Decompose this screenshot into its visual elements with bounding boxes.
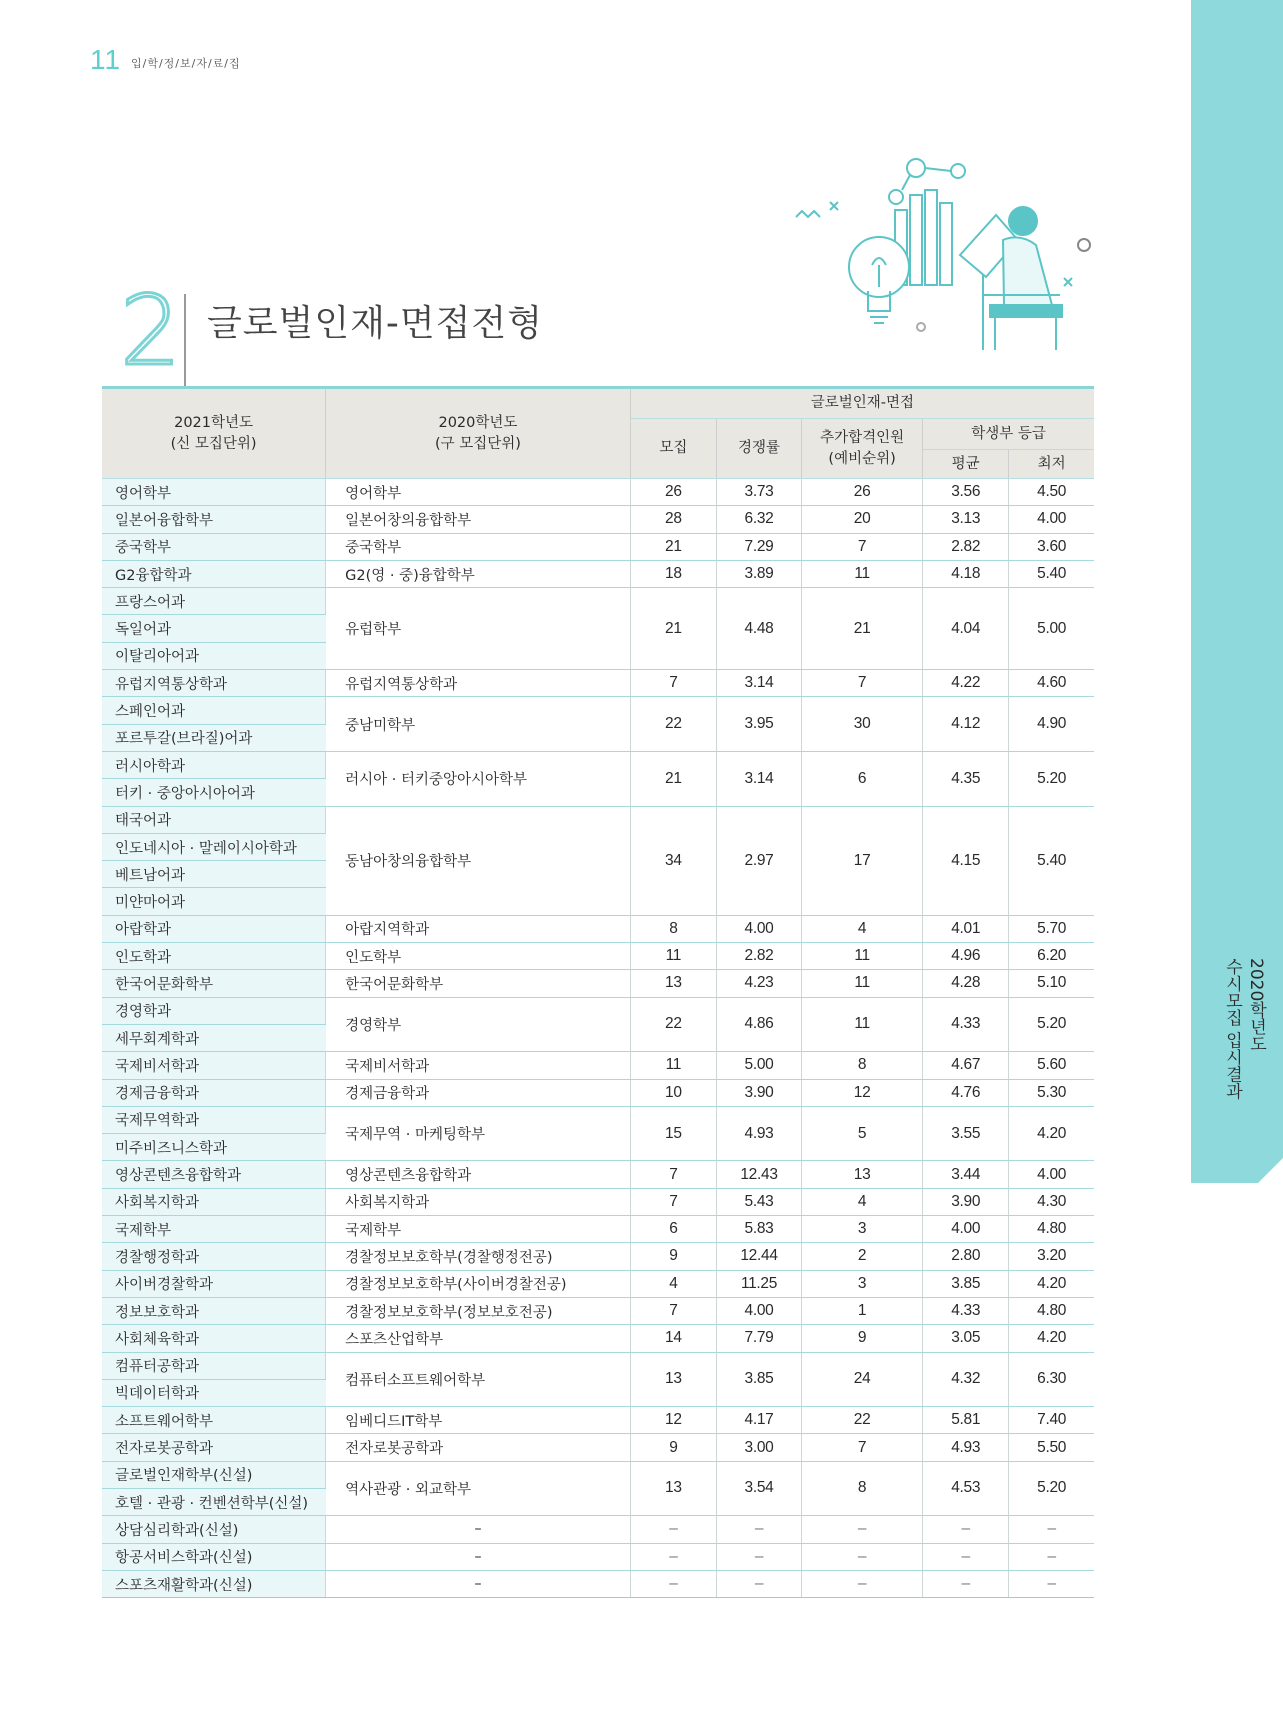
cell-ratio: 3.73 <box>716 479 801 506</box>
cell-old-unit: 컴퓨터소프트웨어학부 <box>326 1352 631 1407</box>
table-row <box>102 1270 1094 1297</box>
cell-ratio: 4.93 <box>716 1106 801 1161</box>
cell-ratio: 6.32 <box>716 506 801 533</box>
table-row <box>102 1106 1094 1133</box>
cell-ratio: – <box>716 1516 801 1543</box>
cell-old-unit: 국제무역 · 마케팅학부 <box>326 1106 631 1161</box>
cell-ratio: 12.43 <box>716 1161 801 1188</box>
cell-new-unit: 스페인어과 <box>102 697 326 724</box>
cell-extra: 21 <box>802 588 923 670</box>
header-avg: 평균 <box>923 450 1009 479</box>
cell-new-unit: 국제무역학과 <box>102 1106 326 1133</box>
table-row <box>102 970 1094 997</box>
cell-min: – <box>1009 1570 1094 1597</box>
header-new-unit: 2021학년도 (신 모집단위) <box>102 388 326 479</box>
cell-old-unit: 중남미학부 <box>326 697 631 752</box>
cell-min: 5.20 <box>1009 751 1094 806</box>
table-row <box>102 1516 1094 1543</box>
cell-quota: 13 <box>630 970 716 997</box>
table-row <box>102 751 1094 778</box>
cell-quota: – <box>630 1570 716 1597</box>
cell-old-unit: 사회복지학과 <box>326 1188 631 1215</box>
cell-min: 4.90 <box>1009 697 1094 752</box>
cell-new-unit: 사이버경찰학과 <box>102 1270 326 1297</box>
cell-extra: 4 <box>802 1188 923 1215</box>
cell-ratio: 2.97 <box>716 806 801 915</box>
cell-extra: 11 <box>802 997 923 1052</box>
cell-new-unit: 국제학부 <box>102 1216 326 1243</box>
table-row <box>102 1188 1094 1215</box>
cell-avg: 4.53 <box>923 1461 1009 1516</box>
cell-quota: 11 <box>630 1052 716 1079</box>
cell-quota: 21 <box>630 588 716 670</box>
cell-quota: 11 <box>630 943 716 970</box>
cell-new-unit: 소프트웨어학부 <box>102 1407 326 1434</box>
cell-ratio: 3.85 <box>716 1352 801 1407</box>
section-number: 2 <box>120 275 182 387</box>
cell-quota: 8 <box>630 915 716 942</box>
cell-avg: – <box>923 1516 1009 1543</box>
study-illustration <box>790 145 1100 360</box>
cell-avg: – <box>923 1543 1009 1570</box>
section-divider <box>184 294 186 386</box>
cell-new-unit: 일본어융합학부 <box>102 506 326 533</box>
cell-extra: 4 <box>802 915 923 942</box>
cell-quota: – <box>630 1543 716 1570</box>
cell-quota: 28 <box>630 506 716 533</box>
cell-min: 3.20 <box>1009 1243 1094 1270</box>
cell-extra: 3 <box>802 1270 923 1297</box>
cell-min: 5.20 <box>1009 997 1094 1052</box>
cell-min: 5.40 <box>1009 806 1094 915</box>
header-old-unit: 2020학년도 (구 모집단위) <box>326 388 631 479</box>
cell-new-unit: 국제비서학과 <box>102 1052 326 1079</box>
cell-avg: 4.22 <box>923 670 1009 697</box>
cell-old-unit: 경제금융학과 <box>326 1079 631 1106</box>
header-grade: 학생부 등급 <box>923 419 1094 450</box>
section-title: 글로벌인재-면접전형 <box>207 303 543 344</box>
cell-ratio: – <box>716 1570 801 1597</box>
cell-extra: 26 <box>802 479 923 506</box>
cell-avg: 4.18 <box>923 560 1009 587</box>
cell-avg: 4.93 <box>923 1434 1009 1461</box>
cell-extra: 30 <box>802 697 923 752</box>
cell-min: 5.40 <box>1009 560 1094 587</box>
cell-old-unit: – <box>326 1516 631 1543</box>
cell-min: 5.10 <box>1009 970 1094 997</box>
cell-extra: – <box>802 1516 923 1543</box>
cell-extra: 9 <box>802 1325 923 1352</box>
cell-new-unit: 이탈리아어과 <box>102 642 326 669</box>
cell-extra: 3 <box>802 1216 923 1243</box>
cell-min: 5.70 <box>1009 915 1094 942</box>
cell-ratio: – <box>716 1543 801 1570</box>
table-row <box>102 1297 1094 1324</box>
cell-quota: 18 <box>630 560 716 587</box>
cell-extra: 24 <box>802 1352 923 1407</box>
cell-quota: 6 <box>630 1216 716 1243</box>
cell-ratio: 5.00 <box>716 1052 801 1079</box>
cell-min: 4.00 <box>1009 1161 1094 1188</box>
cell-min: 4.50 <box>1009 479 1094 506</box>
cell-avg: 4.67 <box>923 1052 1009 1079</box>
header-ratio: 경쟁률 <box>716 419 801 479</box>
cell-quota: 21 <box>630 533 716 560</box>
cell-avg: 4.96 <box>923 943 1009 970</box>
cell-extra: 13 <box>802 1161 923 1188</box>
table-row <box>102 1352 1094 1379</box>
cell-avg: 3.90 <box>923 1188 1009 1215</box>
cell-avg: 2.80 <box>923 1243 1009 1270</box>
cell-new-unit: 전자로봇공학과 <box>102 1434 326 1461</box>
cell-old-unit: 한국어문화학부 <box>326 970 631 997</box>
cell-quota: 21 <box>630 751 716 806</box>
cell-old-unit: 경찰정보보호학부(사이버경찰전공) <box>326 1270 631 1297</box>
table-row <box>102 506 1094 533</box>
cell-min: 5.60 <box>1009 1052 1094 1079</box>
cell-min: – <box>1009 1516 1094 1543</box>
cell-min: 4.20 <box>1009 1106 1094 1161</box>
cell-extra: – <box>802 1570 923 1597</box>
cell-extra: 5 <box>802 1106 923 1161</box>
cell-ratio: 3.89 <box>716 560 801 587</box>
running-head: 입/학/정/보/자/료/집 <box>131 57 241 70</box>
cell-avg: 3.55 <box>923 1106 1009 1161</box>
cell-new-unit: 세무회계학과 <box>102 1024 326 1051</box>
cell-new-unit: 글로벌인재학부(신설) <box>102 1461 326 1488</box>
cell-old-unit: 역사관광 · 외교학부 <box>326 1461 631 1516</box>
cell-old-unit: 동남아창의융합학부 <box>326 806 631 915</box>
cell-ratio: 4.00 <box>716 915 801 942</box>
cell-old-unit: 러시아 · 터키중앙아시아학부 <box>326 751 631 806</box>
cell-avg: 3.56 <box>923 479 1009 506</box>
cell-new-unit: 스포츠재활학과(신설) <box>102 1570 326 1597</box>
cell-avg: 4.12 <box>923 697 1009 752</box>
cell-min: 4.00 <box>1009 506 1094 533</box>
cell-old-unit: 일본어창의융합학부 <box>326 506 631 533</box>
cell-quota: 15 <box>630 1106 716 1161</box>
cell-new-unit: 아랍학과 <box>102 915 326 942</box>
cell-quota: 9 <box>630 1243 716 1270</box>
cell-new-unit: 베트남어과 <box>102 861 326 888</box>
cell-quota: 4 <box>630 1270 716 1297</box>
cell-avg: 3.44 <box>923 1161 1009 1188</box>
cell-old-unit: – <box>326 1543 631 1570</box>
cell-quota: 14 <box>630 1325 716 1352</box>
table-row <box>102 533 1094 560</box>
table-row <box>102 1052 1094 1079</box>
cell-new-unit: 경제금융학과 <box>102 1079 326 1106</box>
cell-avg: 3.13 <box>923 506 1009 533</box>
cell-extra: 11 <box>802 943 923 970</box>
cell-avg: 4.04 <box>923 588 1009 670</box>
cell-avg: – <box>923 1570 1009 1597</box>
cell-old-unit: 아랍지역학과 <box>326 915 631 942</box>
cell-quota: 7 <box>630 1297 716 1324</box>
page-number: 11 <box>90 44 122 75</box>
cell-min: 4.80 <box>1009 1297 1094 1324</box>
cell-ratio: 2.82 <box>716 943 801 970</box>
cell-min: 4.80 <box>1009 1216 1094 1243</box>
cell-extra: 7 <box>802 1434 923 1461</box>
cell-new-unit: 인도학과 <box>102 943 326 970</box>
cell-avg: 4.76 <box>923 1079 1009 1106</box>
cell-old-unit: 유럽학부 <box>326 588 631 670</box>
cell-extra: 1 <box>802 1297 923 1324</box>
cell-ratio: 3.14 <box>716 670 801 697</box>
table-row <box>102 1325 1094 1352</box>
cell-quota: 22 <box>630 997 716 1052</box>
cell-ratio: 4.86 <box>716 997 801 1052</box>
table-row <box>102 1543 1094 1570</box>
cell-avg: 5.81 <box>923 1407 1009 1434</box>
cell-new-unit: 컴퓨터공학과 <box>102 1352 326 1379</box>
cell-min: 4.20 <box>1009 1270 1094 1297</box>
cell-new-unit: 포르투갈(브라질)어과 <box>102 724 326 751</box>
table-row <box>102 588 1094 615</box>
cell-min: 5.30 <box>1009 1079 1094 1106</box>
cell-extra: 8 <box>802 1052 923 1079</box>
header-min: 최저 <box>1009 450 1094 479</box>
cell-ratio: 3.90 <box>716 1079 801 1106</box>
table-row <box>102 479 1094 506</box>
cell-quota: 10 <box>630 1079 716 1106</box>
cell-ratio: 4.17 <box>716 1407 801 1434</box>
cell-min: 6.30 <box>1009 1352 1094 1407</box>
cell-old-unit: 영어학부 <box>326 479 631 506</box>
cell-new-unit: 영어학부 <box>102 479 326 506</box>
cell-old-unit: 유럽지역통상학과 <box>326 670 631 697</box>
table-row <box>102 1461 1094 1488</box>
cell-extra: 12 <box>802 1079 923 1106</box>
results-table <box>102 386 1094 1598</box>
cell-new-unit: 미얀마어과 <box>102 888 326 915</box>
table-row <box>102 670 1094 697</box>
table-row <box>102 697 1094 724</box>
cell-ratio: 4.00 <box>716 1297 801 1324</box>
cell-min: 5.00 <box>1009 588 1094 670</box>
cell-old-unit: G2(영 · 중)융합학부 <box>326 560 631 587</box>
cell-new-unit: 중국학부 <box>102 533 326 560</box>
cell-extra: 2 <box>802 1243 923 1270</box>
cell-min: 5.20 <box>1009 1461 1094 1516</box>
cell-min: 5.50 <box>1009 1434 1094 1461</box>
side-tab-text <box>1200 958 1280 1100</box>
cell-avg: 2.82 <box>923 533 1009 560</box>
cell-ratio: 11.25 <box>716 1270 801 1297</box>
cell-ratio: 4.48 <box>716 588 801 670</box>
cell-avg: 4.33 <box>923 1297 1009 1324</box>
cell-ratio: 3.95 <box>716 697 801 752</box>
table-row <box>102 560 1094 587</box>
cell-new-unit: 태국어과 <box>102 806 326 833</box>
cell-new-unit: 러시아학과 <box>102 751 326 778</box>
cell-extra: 22 <box>802 1407 923 1434</box>
cell-extra: 7 <box>802 670 923 697</box>
side-tab-line2: 수시모집 입시결과 <box>1222 958 1242 1100</box>
table-row <box>102 1079 1094 1106</box>
cell-min: 6.20 <box>1009 943 1094 970</box>
cell-quota: 26 <box>630 479 716 506</box>
cell-new-unit: 사회복지학과 <box>102 1188 326 1215</box>
cell-quota: 7 <box>630 1161 716 1188</box>
cell-min: 4.60 <box>1009 670 1094 697</box>
cell-ratio: 3.00 <box>716 1434 801 1461</box>
cell-new-unit: 한국어문화학부 <box>102 970 326 997</box>
cell-new-unit: 사회체육학과 <box>102 1325 326 1352</box>
table-row <box>102 1434 1094 1461</box>
cell-new-unit: 인도네시아 · 말레이시아학과 <box>102 833 326 860</box>
table-row <box>102 915 1094 942</box>
cell-avg: 3.05 <box>923 1325 1009 1352</box>
cell-quota: 13 <box>630 1352 716 1407</box>
cell-quota: 22 <box>630 697 716 752</box>
cell-new-unit: 경찰행정학과 <box>102 1243 326 1270</box>
cell-extra: – <box>802 1543 923 1570</box>
cell-old-unit: 임베디드IT학부 <box>326 1407 631 1434</box>
cell-ratio: 3.54 <box>716 1461 801 1516</box>
cell-old-unit: 국제비서학과 <box>326 1052 631 1079</box>
header-extra: 추가합격인원 (예비순위) <box>802 419 923 479</box>
cell-old-unit: 중국학부 <box>326 533 631 560</box>
table-row <box>102 1161 1094 1188</box>
cell-new-unit: G2융합학과 <box>102 560 326 587</box>
cell-extra: 20 <box>802 506 923 533</box>
cell-avg: 4.01 <box>923 915 1009 942</box>
cell-old-unit: 경영학부 <box>326 997 631 1052</box>
table-row <box>102 1243 1094 1270</box>
cell-quota: 13 <box>630 1461 716 1516</box>
table-row <box>102 997 1094 1024</box>
cell-extra: 11 <box>802 560 923 587</box>
cell-old-unit: 인도학부 <box>326 943 631 970</box>
cell-new-unit: 호텔 · 관광 · 컨벤션학부(신설) <box>102 1488 326 1515</box>
cell-old-unit: 경찰정보보호학부(정보보호전공) <box>326 1297 631 1324</box>
cell-new-unit: 정보보호학과 <box>102 1297 326 1324</box>
cell-new-unit: 영상콘텐츠융합학과 <box>102 1161 326 1188</box>
table-row <box>102 943 1094 970</box>
cell-new-unit: 프랑스어과 <box>102 588 326 615</box>
cell-new-unit: 독일어과 <box>102 615 326 642</box>
cell-extra: 6 <box>802 751 923 806</box>
cell-old-unit: 경찰정보보호학부(경찰행정전공) <box>326 1243 631 1270</box>
cell-old-unit: – <box>326 1570 631 1597</box>
cell-ratio: 3.14 <box>716 751 801 806</box>
cell-ratio: 4.23 <box>716 970 801 997</box>
side-tab-line1: 2020학년도 <box>1246 958 1266 1053</box>
cell-quota: 12 <box>630 1407 716 1434</box>
cell-quota: 7 <box>630 1188 716 1215</box>
cell-extra: 8 <box>802 1461 923 1516</box>
cell-quota: 9 <box>630 1434 716 1461</box>
cell-extra: 11 <box>802 970 923 997</box>
cell-min: 7.40 <box>1009 1407 1094 1434</box>
table-row <box>102 1407 1094 1434</box>
cell-old-unit: 스포츠산업학부 <box>326 1325 631 1352</box>
cell-avg: 4.15 <box>923 806 1009 915</box>
cell-min: 3.60 <box>1009 533 1094 560</box>
cell-avg: 3.85 <box>923 1270 1009 1297</box>
cell-avg: 4.28 <box>923 970 1009 997</box>
table-row <box>102 1216 1094 1243</box>
cell-quota: – <box>630 1516 716 1543</box>
cell-min: 4.20 <box>1009 1325 1094 1352</box>
cell-new-unit: 상담심리학과(신설) <box>102 1516 326 1543</box>
cell-extra: 7 <box>802 533 923 560</box>
cell-avg: 4.00 <box>923 1216 1009 1243</box>
table-row <box>102 1570 1094 1597</box>
header-quota: 모집 <box>630 419 716 479</box>
cell-ratio: 12.44 <box>716 1243 801 1270</box>
cell-ratio: 5.83 <box>716 1216 801 1243</box>
table-row <box>102 806 1094 833</box>
cell-old-unit: 국제학부 <box>326 1216 631 1243</box>
cell-new-unit: 경영학과 <box>102 997 326 1024</box>
cell-new-unit: 유럽지역통상학과 <box>102 670 326 697</box>
cell-extra: 17 <box>802 806 923 915</box>
cell-quota: 34 <box>630 806 716 915</box>
cell-new-unit: 항공서비스학과(신설) <box>102 1543 326 1570</box>
cell-ratio: 7.79 <box>716 1325 801 1352</box>
cell-quota: 7 <box>630 670 716 697</box>
cell-ratio: 7.29 <box>716 533 801 560</box>
cell-old-unit: 영상콘텐츠융합학과 <box>326 1161 631 1188</box>
cell-avg: 4.33 <box>923 997 1009 1052</box>
cell-avg: 4.32 <box>923 1352 1009 1407</box>
cell-ratio: 5.43 <box>716 1188 801 1215</box>
cell-new-unit: 미주비즈니스학과 <box>102 1134 326 1161</box>
cell-new-unit: 빅데이터학과 <box>102 1379 326 1406</box>
cell-old-unit: 전자로봇공학과 <box>326 1434 631 1461</box>
cell-new-unit: 터키 · 중앙아시아어과 <box>102 779 326 806</box>
cell-avg: 4.35 <box>923 751 1009 806</box>
header-group: 글로벌인재-면접 <box>630 388 1094 419</box>
cell-min: 4.30 <box>1009 1188 1094 1215</box>
cell-min: – <box>1009 1543 1094 1570</box>
